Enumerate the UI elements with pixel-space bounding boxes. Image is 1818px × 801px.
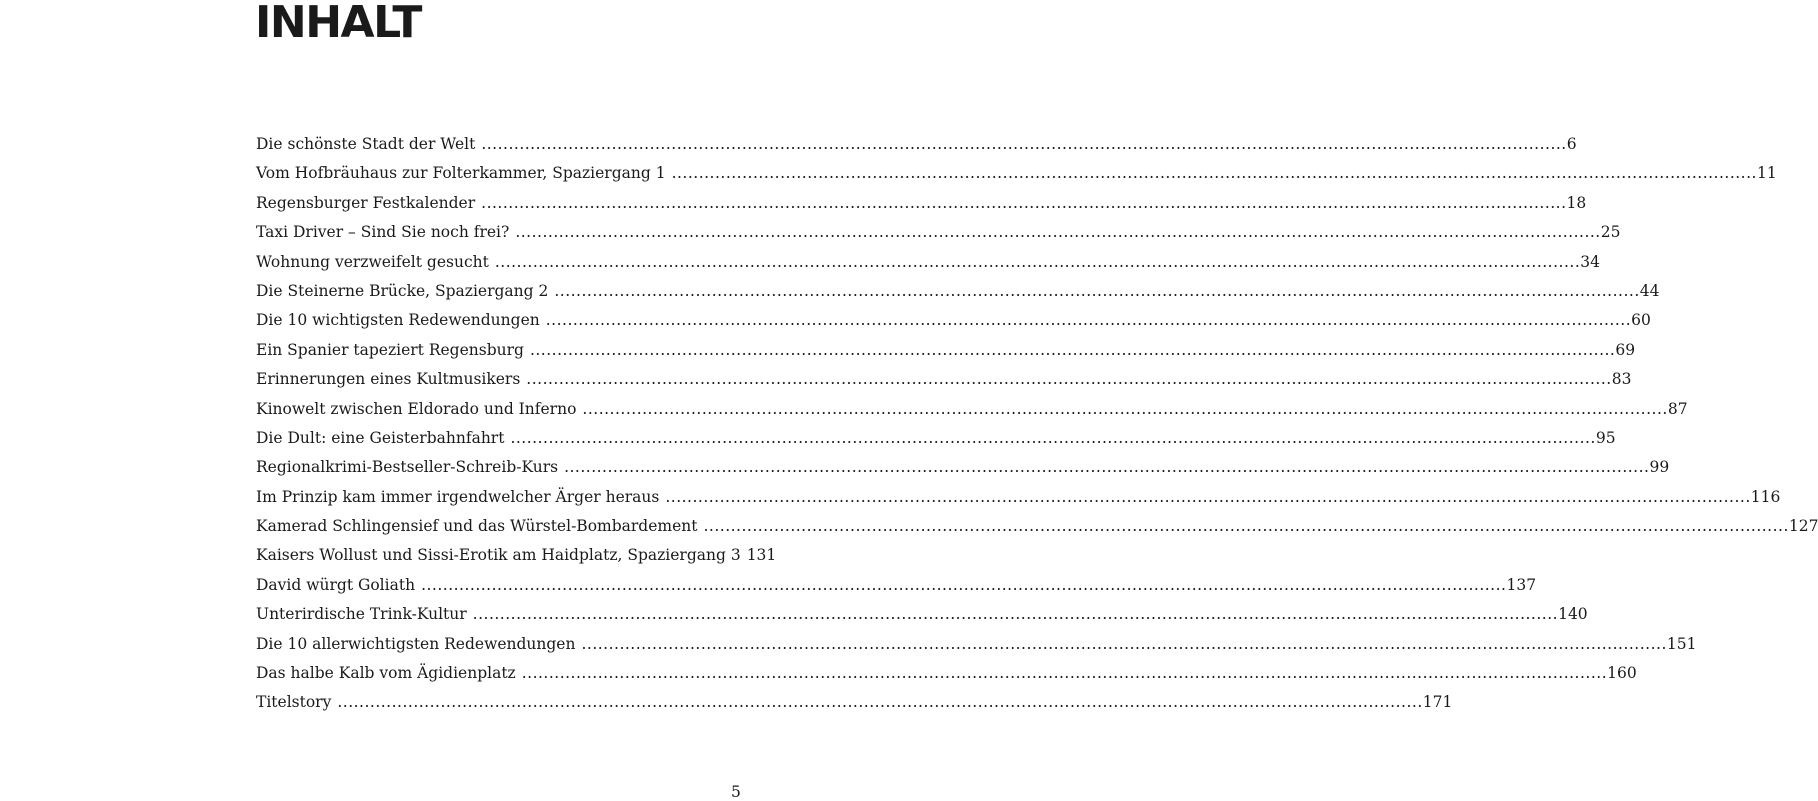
toc-entry: [256, 191, 1587, 220]
toc-entry-title: Im Prinzip kam immer irgendwelcher Ärger heraus: [256, 487, 660, 506]
toc-entry-title: Erinnerungen eines Kultmusikers: [256, 370, 521, 389]
dot-leader: [582, 397, 1667, 421]
toc-entry-title: Die schönste Stadt der Welt: [256, 135, 476, 153]
toc-entry: [256, 308, 1651, 337]
toc-entry-page: 44: [1639, 281, 1660, 300]
dot-leader: [530, 338, 1615, 362]
toc-entry-page: 87: [1667, 399, 1688, 418]
toc-entry: [256, 632, 1697, 661]
dot-leader: [522, 661, 1607, 685]
toc-entry-title: Taxi Driver – Sind Sie noch frei?: [256, 223, 510, 242]
toc-entry: [256, 426, 1616, 455]
toc-entry: [256, 220, 1621, 249]
dot-leader: [421, 573, 1506, 597]
toc-entry-page: 34: [1580, 252, 1600, 271]
toc-entry-page: 18: [1566, 193, 1587, 212]
toc-entry: [256, 573, 1537, 602]
toc-entry-page: 69: [1615, 340, 1636, 359]
toc-entry-title: David würgt Goliath: [256, 575, 416, 594]
toc-entry: [256, 514, 1818, 543]
dot-leader: [554, 279, 1639, 303]
dot-leader: [526, 367, 1611, 391]
dot-leader: [510, 426, 1595, 450]
toc-entry-page: 83: [1611, 370, 1632, 389]
toc-entry-title: Wohnung verzweifelt gesucht: [256, 252, 489, 271]
toc-entry-title: Die 10 allerwichtigsten Redewendungen: [256, 634, 576, 653]
dot-leader: [672, 161, 1757, 185]
toc-entry-title: Titelstory: [256, 693, 332, 712]
toc-entry-title: Ein Spanier tapeziert Regensburg: [256, 340, 524, 359]
dot-leader: [481, 132, 1566, 156]
toc-entry: [256, 397, 1688, 426]
toc-entry-page: 137: [1506, 575, 1537, 594]
toc-entry-title: Kamerad Schlingensief und das Würstel-Bombardement: [256, 517, 698, 536]
toc-entry: [256, 455, 1670, 484]
toc-entry-title: Regionalkrimi-Bestseller-Schreib-Kurs: [256, 458, 559, 477]
toc-entry-page: 131: [746, 546, 777, 565]
dot-leader: [515, 220, 1600, 244]
toc-entry-page: 60: [1631, 311, 1651, 330]
toc-entry-page: 140: [1558, 605, 1588, 624]
toc-entry: [256, 485, 1781, 514]
toc-entry-page: 127: [1788, 517, 1818, 536]
page-number: 5: [731, 783, 741, 801]
dot-leader: [546, 308, 1631, 332]
toc-entry-title: Die Steinerne Brücke, Spaziergang 2: [256, 281, 549, 300]
dot-leader: [564, 455, 1649, 479]
toc-entry-page: 6: [1566, 135, 1577, 153]
toc-entry: [256, 602, 1588, 631]
toc-entry-page: 99: [1649, 458, 1670, 477]
toc-entry-title: Die 10 wichtigsten Redewendungen: [256, 311, 540, 330]
toc-entry-page: 11: [1756, 164, 1777, 183]
toc-entry: [256, 661, 1637, 690]
dot-leader: [703, 514, 1788, 538]
toc-entry-page: 171: [1422, 693, 1453, 712]
toc-entry-title: Unterirdische Trink-Kultur: [256, 605, 467, 624]
toc-entry: [256, 690, 1453, 719]
page-title: INHALT: [255, 0, 421, 48]
toc-entry-title: Kaisers Wollust und Sissi-Erotik am Haidplatz, Spaziergang 3: [256, 546, 741, 565]
table-of-contents: [256, 132, 1818, 720]
dot-leader: [337, 690, 1422, 714]
toc-entry-page: 116: [1750, 487, 1781, 506]
toc-entry: [256, 543, 777, 572]
dot-leader: [473, 602, 1558, 626]
toc-entry-title: Vom Hofbräuhaus zur Folterkammer, Spaziergang 1: [256, 164, 666, 183]
dot-leader: [665, 485, 1750, 509]
toc-entry-title: Die Dult: eine Geisterbahnfahrt: [256, 428, 505, 447]
dot-leader: [581, 632, 1666, 656]
toc-entry: [256, 132, 1577, 161]
toc-entry-page: 151: [1666, 634, 1697, 653]
toc-entry: [256, 250, 1600, 279]
toc-entry-title: Das halbe Kalb vom Ägidienplatz: [256, 664, 516, 683]
dot-leader: [495, 250, 1580, 274]
toc-entry-page: 95: [1595, 428, 1616, 447]
dot-leader: [481, 191, 1566, 215]
toc-entry-title: Regensburger Festkalender: [256, 193, 476, 212]
toc-entry: [256, 279, 1660, 308]
toc-entry-title: Kinowelt zwischen Eldorado und Inferno: [256, 399, 577, 418]
toc-entry: [256, 367, 1632, 396]
toc-entry-page: 25: [1600, 223, 1621, 242]
toc-entry: [256, 161, 1777, 190]
toc-entry: [256, 338, 1636, 367]
toc-entry-page: 160: [1607, 664, 1637, 683]
